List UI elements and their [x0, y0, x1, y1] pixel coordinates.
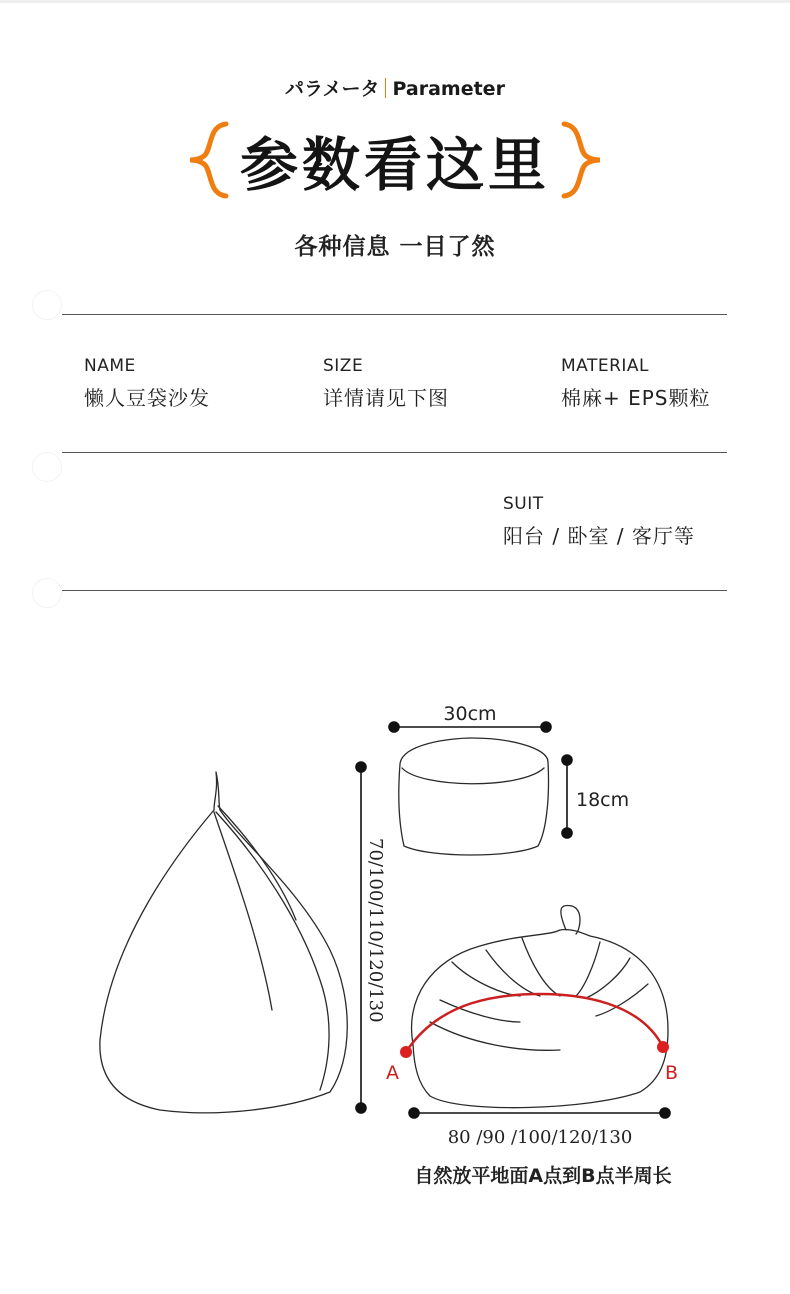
dim-endpoint: [660, 1108, 670, 1118]
teardrop-beanbag-drawing: [100, 772, 347, 1113]
param-name-label: NAME: [84, 356, 136, 376]
param-size-label: SIZE: [323, 356, 364, 376]
param-name: [84, 356, 210, 411]
diagram-caption: 自然放平地面A点到B点半周长: [414, 1165, 672, 1187]
right-brace-icon: [556, 120, 604, 200]
top-border: [0, 0, 790, 3]
watermark-circle: [32, 290, 62, 320]
tagline: 各种信息 一目了然: [294, 234, 496, 260]
width-label: 30cm: [443, 703, 497, 725]
subtitle-jp: パラメータ: [285, 78, 380, 100]
point-a-label: A: [386, 1062, 399, 1084]
dim-endpoint: [562, 828, 572, 838]
page-title: 参数看这里: [239, 131, 550, 199]
watermark-circle: [32, 578, 62, 608]
param-suit: [503, 494, 695, 549]
divider-line: [62, 452, 727, 453]
dim-endpoint: [389, 722, 399, 732]
dim-endpoint: [562, 755, 572, 765]
dim-endpoint: [356, 1103, 366, 1113]
point-a-marker: [400, 1046, 412, 1058]
divider-line: [62, 314, 727, 315]
param-suit-value: 阳台 / 卧室 / 客厅等: [503, 524, 695, 548]
param-size-value: 详情请见下图: [323, 386, 449, 410]
ottoman-drawing: [399, 738, 549, 855]
watermark-circle: [32, 452, 62, 482]
dim-endpoint: [356, 762, 366, 772]
dim-endpoint: [409, 1108, 419, 1118]
size-diagram: [0, 640, 790, 1200]
point-b-label: B: [665, 1062, 679, 1084]
divider-line: [62, 590, 727, 591]
dim-endpoint: [541, 722, 551, 732]
section-subtitle: [0, 74, 790, 101]
param-material-label: MATERIAL: [561, 356, 650, 376]
round-beanbag-drawing: [412, 929, 668, 1107]
param-size: [323, 356, 449, 411]
vertical-sizes-label: 70/100/110/120/130: [365, 838, 386, 1023]
param-material: [561, 356, 711, 411]
param-name-value: 懒人豆袋沙发: [84, 386, 210, 410]
subtitle-en: Parameter: [392, 78, 505, 100]
point-b-marker: [657, 1041, 669, 1053]
height-label: 18cm: [576, 789, 630, 811]
arc-sizes-label: 80 /90 /100/120/130: [447, 1127, 633, 1148]
subtitle-divider: [385, 78, 386, 98]
param-material-value: 棉麻+ EPS颗粒: [561, 386, 711, 410]
param-suit-label: SUIT: [503, 494, 544, 514]
